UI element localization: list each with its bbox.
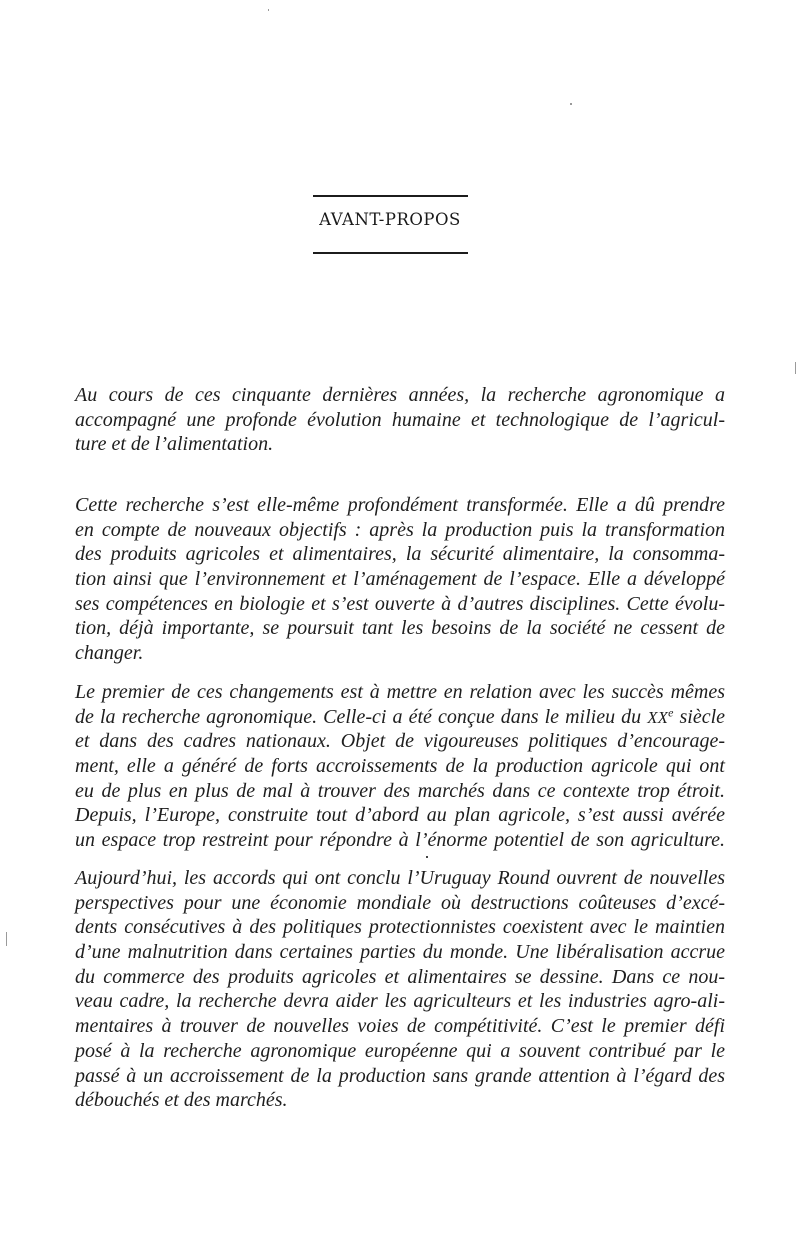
page-heading: AVANT-PROPOS [319, 210, 461, 229]
text-line: tion, déjà importante, se poursuit tant les besoins de la société ne cessent de [75, 617, 725, 640]
text-line: ment, elle a généré de forts accroissements de la production agricole qui ont [75, 755, 725, 778]
text-line: ses compétences en biologie et s’est ouverte à d’autres disciplines. Cette évolu- [75, 592, 725, 615]
scan-speck [570, 103, 572, 105]
text-line: Depuis, l’Europe, construite tout d’abord au plan agricole, s’est aussi avérée [75, 804, 725, 827]
text-line: eu de plus en plus de mal à trouver des marchés dans ce contexte trop étroit. [75, 779, 725, 802]
century-roman: XX [647, 707, 669, 727]
text-line-with-century [75, 705, 725, 730]
text-fragment: de la recherche agronomique. Celle-ci a été conçue dans le milieu du [75, 705, 642, 728]
text-line: du commerce des produits agricoles et alimentaires se dessine. Dans ce nou- [75, 965, 725, 988]
text-line: en compte de nouveaux objectifs : après la production puis la transformation [75, 518, 725, 541]
text-line: Le premier de ces changements est à mettre en relation avec les succès mêmes [75, 681, 725, 703]
scan-speck [795, 362, 796, 374]
scan-speck [268, 9, 269, 11]
heading-rule-bottom [313, 252, 468, 254]
text-line: posé à la recherche agronomique européenne qui a souvent contribué par le [75, 1039, 725, 1062]
text-line: des produits agricoles et alimentaires, la sécurité alimentaire, la consomma- [75, 543, 725, 566]
heading-rule-top [313, 195, 468, 197]
text-line: ture et de l’alimentation. [75, 433, 274, 456]
century-ordinal-suffix: e [668, 705, 674, 720]
text-line: débouchés et des marchés. [75, 1089, 288, 1112]
text-line: accompagné une profonde évolution humaine et technologique de l’agricul- [75, 408, 725, 431]
text-line: changer. [75, 642, 144, 665]
text-line: d’une malnutrition dans certaines parties du monde. Une libéralisation accrue [75, 941, 725, 964]
text-line: Aujourd’hui, les accords qui ont conclu l’Uruguay Round ouvrent de nouvelles [75, 867, 725, 889]
text-line: passé à un accroissement de la production sans grande attention à l’égard des [75, 1064, 725, 1087]
text-line: Cette recherche s’est elle-même profondément transformée. Elle a dû prendre [75, 494, 725, 516]
century-numeral [647, 706, 673, 728]
text-line: perspectives pour une économie mondiale où destructions coûteuses d’excé- [75, 891, 725, 914]
scan-speck [6, 932, 7, 946]
text-line: mentaires à trouver de nouvelles voies de compétitivité. C’est le premier défi [75, 1015, 725, 1038]
text-fragment: siècle [679, 705, 726, 728]
paragraph-1 [75, 383, 725, 457]
text-line: Au cours de ces cinquante dernières années, la recherche agronomique a [75, 384, 725, 406]
paragraph-2 [75, 493, 725, 666]
text-line: et dans des cadres nationaux. Objet de vigoureuses politiques d’encourage- [75, 730, 725, 753]
scan-speck [426, 856, 428, 858]
text-line: veau cadre, la recherche devra aider les agriculteurs et les industries agro-ali- [75, 990, 725, 1013]
text-line: tion ainsi que l’environnement et l’aménagement de l’espace. Elle a développé [75, 568, 725, 591]
paragraph-3 [75, 680, 725, 853]
text-line: un espace trop restreint pour répondre à l’énorme potentiel de son agriculture. [75, 829, 725, 852]
paragraph-4 [75, 866, 725, 1113]
text-line: dents consécutives à des politiques protectionnistes coexistent avec le maintien [75, 916, 725, 939]
